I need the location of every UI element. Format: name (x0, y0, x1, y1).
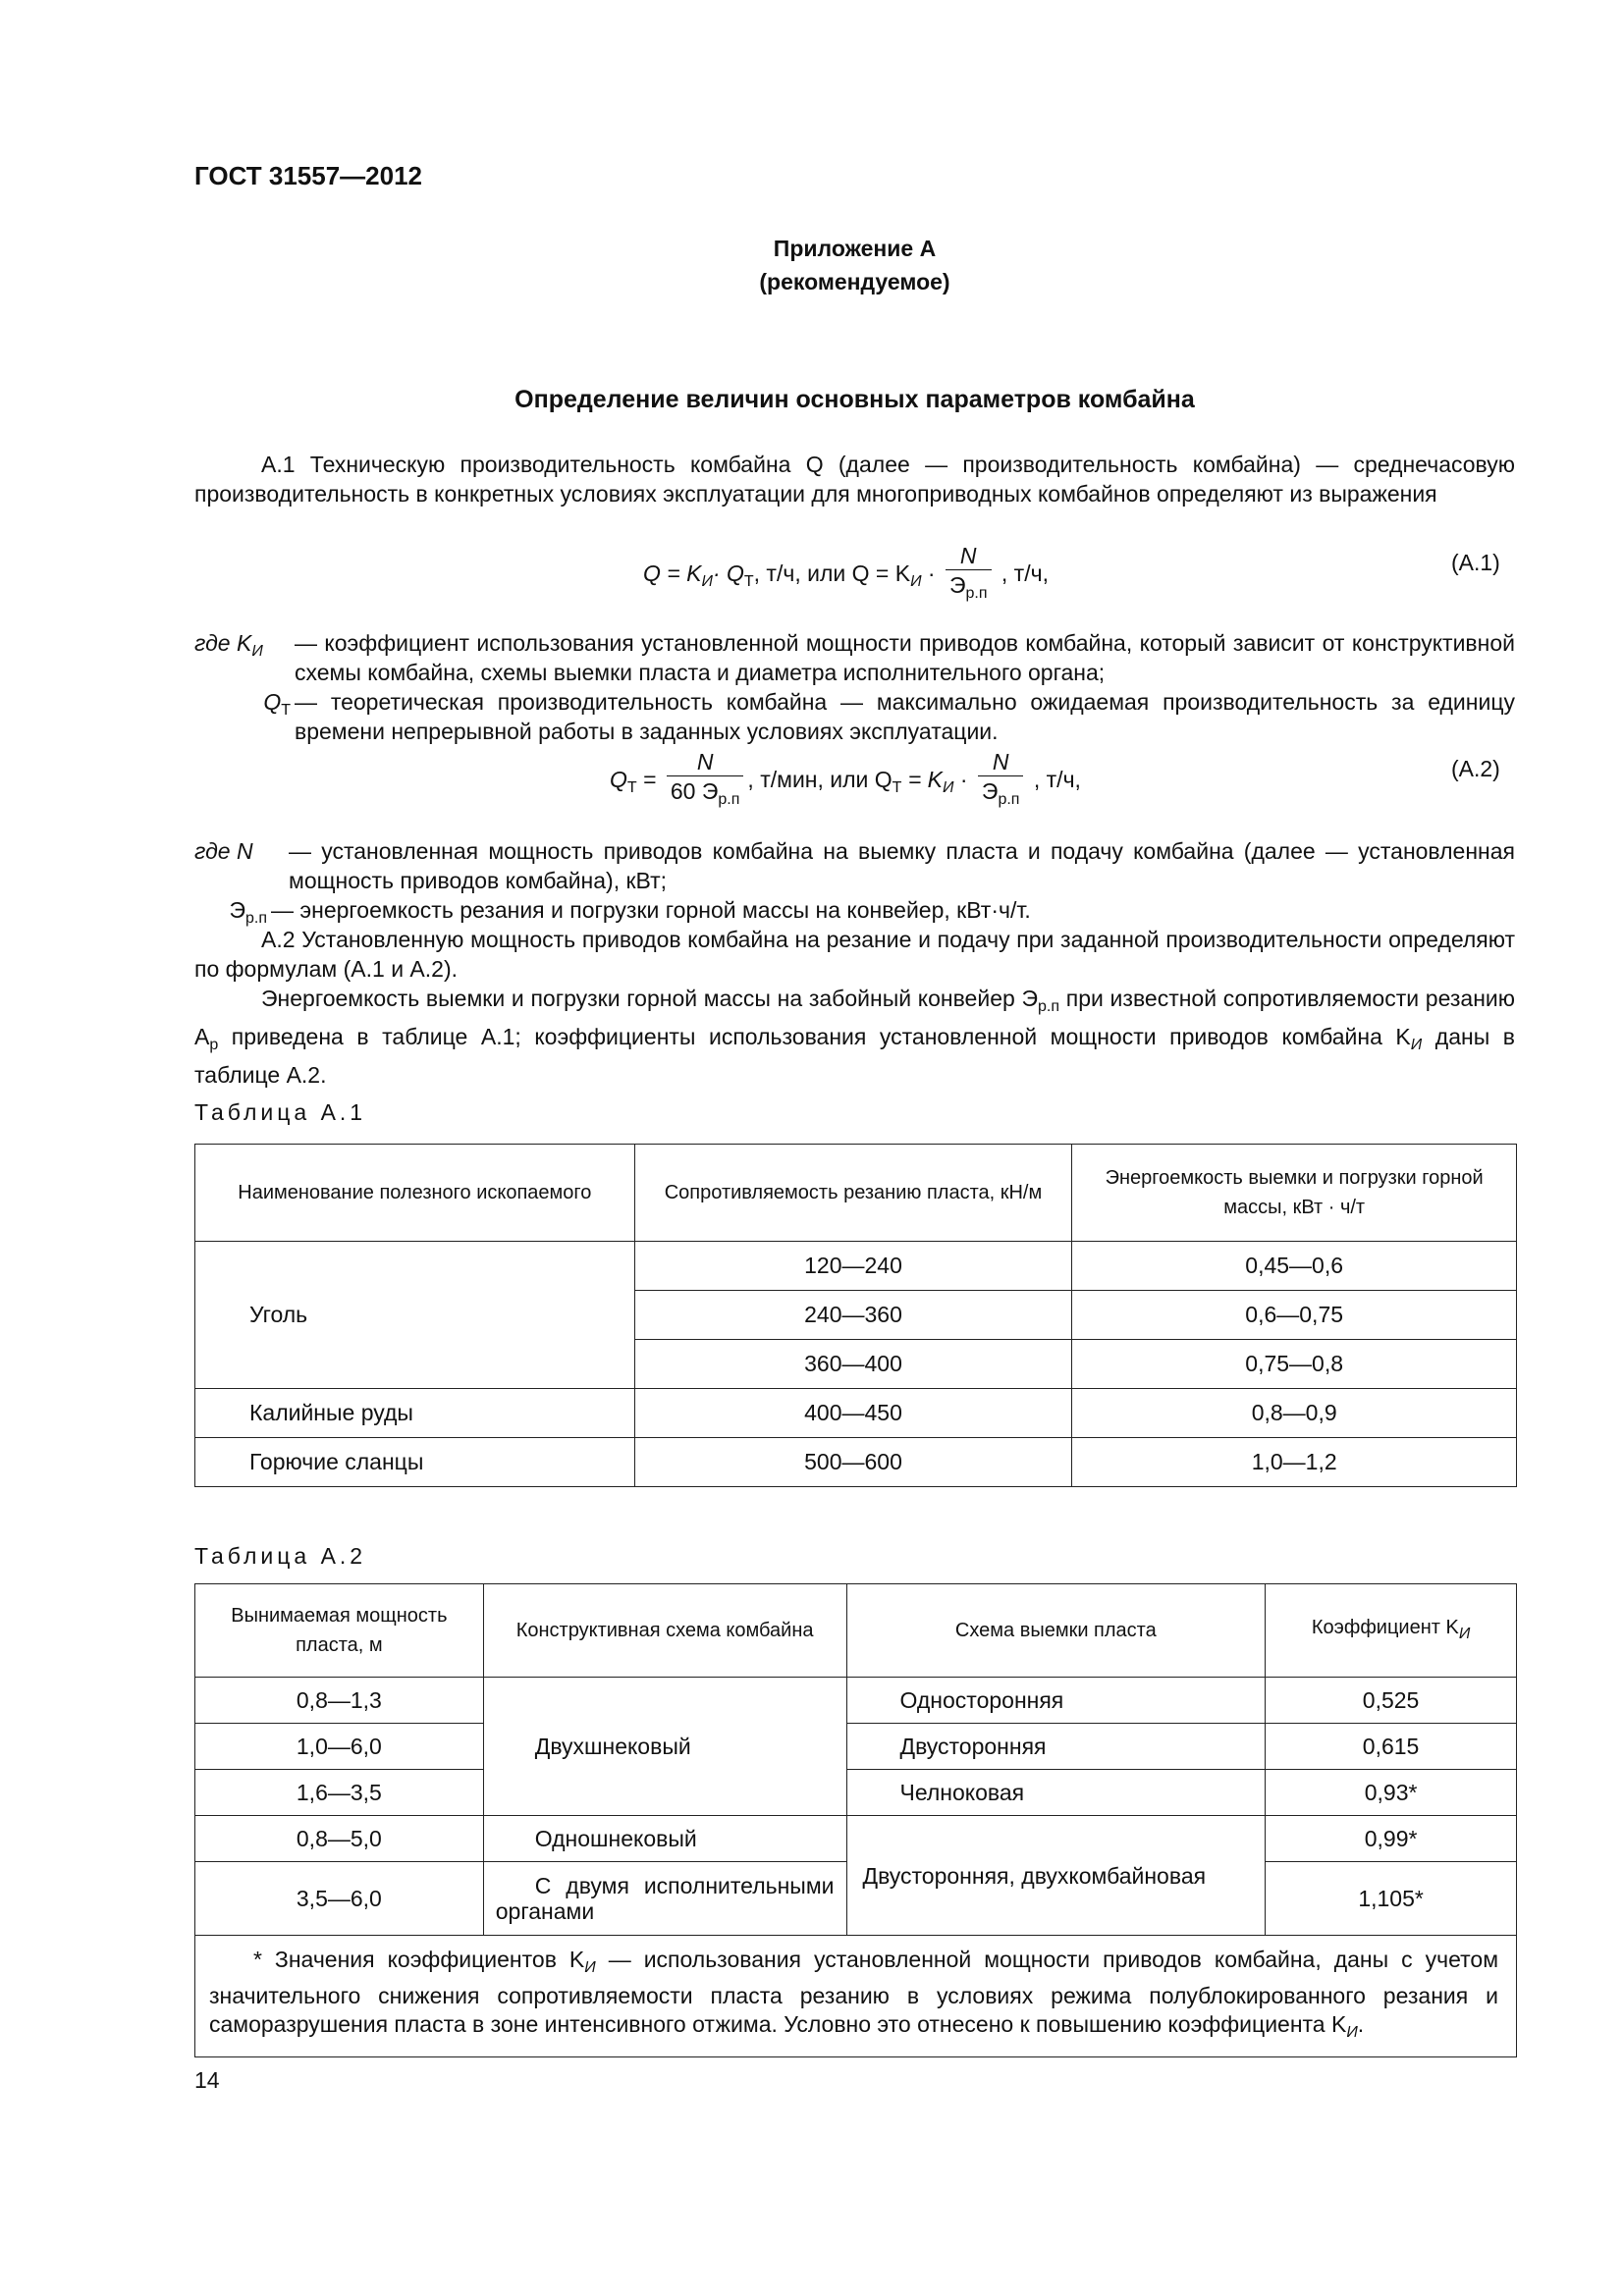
table-a2-header-scheme: Конструктивная схема комбайна (483, 1584, 846, 1678)
definition-qt-label (194, 687, 291, 746)
definition-qt-text: — теоретическая производительность комбайна — максимально ожидаемая производительность за единицу времени непрерывной работы в заданных условиях эксплуатации. (295, 689, 1515, 744)
formula-a1-ki-sub2: И (910, 573, 922, 591)
table-a2-header-k-text: Коэффициент K (1311, 1616, 1459, 1638)
table-a1-cell-resistance: 360—400 (634, 1340, 1072, 1389)
equation-number-a2: (А.2) (1451, 756, 1500, 781)
paragraph-energy-sub2: р (209, 1037, 219, 1053)
formula-a2-lhs-sub: Т (626, 779, 637, 797)
table-a1-header-energy: Энергоемкость выемки и погрузки горной массы, кВт · ч/т (1072, 1145, 1517, 1242)
definition-ki-symbol: где K (194, 630, 252, 656)
definition-qt-symbol: Q (263, 689, 282, 715)
table-a1-cell-energy: 0,75—0,8 (1072, 1340, 1517, 1389)
table-a2-cell-thickness: 3,5—6,0 (195, 1862, 484, 1936)
formula-a1 (643, 542, 1049, 609)
formula-a1-den-sub: р.п (965, 585, 988, 602)
paragraph-energy-part3: приведена в таблице А.1; коэффициенты использования установленной мощности приводов комбайна K (231, 1024, 1411, 1049)
footnote-sub2: И (1346, 2024, 1358, 2041)
formula-a1-q: · Q (712, 561, 744, 587)
definition-n-label (194, 836, 285, 895)
formula-a2-numerator-2: N (978, 748, 1024, 776)
table-a2 (194, 1583, 1517, 2057)
table-a1-cell-mineral: Калийные руды (195, 1389, 635, 1438)
table-a2-cell-mining: Двусторонняя, двухкомбайновая (846, 1816, 1266, 1936)
table-a1-caption: Таблица А.1 (194, 1099, 367, 1125)
table-a1-cell-resistance: 120—240 (634, 1242, 1072, 1291)
formula-a2-fraction-2 (978, 748, 1024, 815)
formula-a2-numerator-1: N (667, 748, 744, 776)
formula-a2-den1-sub: р.п (718, 791, 740, 808)
formula-a2-den2-sub: р.п (998, 791, 1020, 808)
definition-qt-sub: Т (281, 702, 291, 719)
paragraph-energy (194, 984, 1515, 1090)
definition-ki-label (194, 628, 291, 687)
table-a2-footnote (195, 1936, 1517, 2057)
formula-a2-den1-text: 60 Э (670, 778, 719, 804)
table-a1-cell-mineral: Уголь (195, 1242, 635, 1389)
definition-n (194, 836, 1515, 895)
table-a1-cell-resistance: 240—360 (634, 1291, 1072, 1340)
table-row (195, 1724, 1517, 1770)
footnote-part2: — использования установленной мощности приводов комбайна, даны с учетом значительного снижения сопротивляемости пласта резанию в условиях режима полублокированного резания и саморазрушения пласта в зоне интенсивного отжима. Условно это отнесено к повышению коэффициента K (209, 1947, 1499, 2037)
formula-a2-tail: , т/ч, (1033, 767, 1081, 793)
table-a1-header-name: Наименование полезного ископаемого (195, 1145, 635, 1242)
formula-a1-unit1: , т/ч, или Q = K (753, 561, 911, 587)
table-a1-header-resistance: Сопротивляемость резанию пласта, кН/м (634, 1145, 1072, 1242)
table-a2-cell-scheme: Двухшнековый (483, 1678, 846, 1816)
formula-a2-mid-sub: Т (892, 779, 902, 797)
formula-a1-ki-sub: И (701, 573, 713, 591)
definition-n-symbol: где N (194, 838, 253, 864)
formula-a2-mid: , т/мин, или Q (747, 767, 893, 793)
formula-a2-ki: = K (907, 767, 944, 793)
table-a1-cell-energy: 0,45—0,6 (1072, 1242, 1517, 1291)
table-a2-cell-thickness: 0,8—1,3 (195, 1678, 484, 1724)
table-row (195, 1770, 1517, 1816)
formula-a1-numerator: N (946, 542, 992, 570)
appendix-title: Приложение А (773, 236, 937, 261)
definition-n-text: — установленная мощность приводов комбайна на выемку пласта и подачу комбайна (далее — установленная мощность приводов комбайна), кВт; (289, 838, 1515, 893)
table-a2-cell-mining: Двусторонняя (846, 1724, 1266, 1770)
standard-number: ГОСТ 31557—2012 (194, 161, 422, 190)
table-row (195, 1242, 1517, 1291)
table-a1-header-row (195, 1145, 1517, 1242)
table-a1-cell-energy: 0,6—0,75 (1072, 1291, 1517, 1340)
formula-a1-dot: · (927, 561, 936, 587)
table-a2-cell-k: 0,615 (1266, 1724, 1517, 1770)
table-a2-cell-k: 0,99* (1266, 1816, 1517, 1862)
formula-a1-lhs: Q = K (643, 561, 702, 587)
definition-ki-text: — коэффициент использования установленной мощности приводов комбайна, который зависит от конструктивной схемы комбайна, схемы выемки пласта и диаметра исполнительного органа; (295, 630, 1515, 685)
table-a2-cell-k: 0,525 (1266, 1678, 1517, 1724)
definition-qt (194, 687, 1515, 746)
table-a1-cell-mineral: Горючие сланцы (195, 1438, 635, 1487)
footnote-part1: * Значения коэффициентов K (253, 1947, 585, 1972)
paragraph-energy-part4: даны в таблице А.2. (194, 1024, 1515, 1088)
definition-e-symbol: Э (229, 897, 245, 923)
paragraph-energy-part1: Энергоемкость выемки и погрузки горной массы на забойный конвейер Э (261, 986, 1039, 1011)
section-title: Определение величин основных параметров комбайна (514, 386, 1195, 413)
table-a1-cell-energy: 1,0—1,2 (1072, 1438, 1517, 1487)
paragraph-a2: А.2 Установленную мощность приводов комбайна на резание и подачу при заданной производительности определяют по формулам (А.1 и А.2). (194, 927, 1515, 982)
table-a1-cell-resistance: 500—600 (634, 1438, 1072, 1487)
definition-ki (194, 628, 1515, 687)
table-a1 (194, 1144, 1517, 1487)
table-a2-header-mining: Схема выемки пласта (846, 1584, 1266, 1678)
table-a2-cell-mining: Односторонняя (846, 1678, 1266, 1724)
table-a2-header-thickness: Вынимаемая мощность пласта, м (195, 1584, 484, 1678)
table-a2-cell-k: 0,93* (1266, 1770, 1517, 1816)
formula-a2-ki-sub: И (943, 779, 954, 797)
table-a2-header-row (195, 1584, 1517, 1678)
formula-a2-denominator-2 (978, 776, 1024, 815)
paragraph-energy-part2: при известной сопротивляемости резанию A (194, 986, 1516, 1049)
table-a2-cell-k: 1,105* (1266, 1862, 1517, 1936)
table-a2-cell-thickness: 0,8—5,0 (195, 1816, 484, 1862)
definition-e-sub: р.п (244, 910, 267, 927)
paragraph-energy-sub3: И (1410, 1037, 1423, 1053)
table-row (195, 1678, 1517, 1724)
table-a2-cell-mining: Челноковая (846, 1770, 1266, 1816)
paragraph-a1: А.1 Техническую производительность комбайна Q (далее — производительность комбайна) — среднечасовую производительность в конкретных условиях эксплуатации для многоприводных комбайнов определяют из выражения (194, 452, 1515, 507)
page-number: 14 (194, 2067, 220, 2093)
table-a2-caption: Таблица А.2 (194, 1543, 367, 1569)
table-a2-cell-thickness: 1,0—6,0 (195, 1724, 484, 1770)
table-a2-cell-scheme: С двумя исполнительными органами (483, 1862, 846, 1936)
footnote-part3: . (1357, 2011, 1365, 2037)
formula-a2 (610, 748, 1081, 815)
equation-number-a1: (А.1) (1451, 550, 1500, 575)
formula-a2-den2-text: Э (981, 778, 999, 804)
appendix-heading (194, 232, 1515, 298)
table-a2-cell-scheme: Одношнековый (483, 1816, 846, 1862)
formula-a2-fraction-1 (667, 748, 744, 815)
footnote-sub1: И (584, 1959, 596, 1976)
formula-a2-eq: = (643, 767, 657, 793)
formula-a2-lhs: Q (610, 767, 627, 793)
definition-ki-sub: И (251, 643, 263, 660)
table-a2-cell-thickness: 1,6—3,5 (195, 1770, 484, 1816)
appendix-status: (рекомендуемое) (759, 269, 950, 294)
table-a1-cell-resistance: 400—450 (634, 1389, 1072, 1438)
table-a2-footnote-row (195, 1936, 1517, 2057)
formula-a1-qt-sub: Т (743, 573, 754, 591)
formula-a1-den-text: Э (948, 572, 966, 598)
definition-e-text: — энергоемкость резания и погрузки горной массы на конвейер, кВт·ч/т. (271, 897, 1031, 923)
paragraph-energy-sub1: р.п (1038, 998, 1060, 1015)
formula-a1-denominator (946, 570, 992, 609)
formula-a2-denominator-1 (667, 776, 744, 815)
table-row (195, 1816, 1517, 1862)
table-row (195, 1438, 1517, 1487)
formula-a1-fraction (946, 542, 992, 609)
table-a2-header-k (1266, 1584, 1517, 1678)
table-row (195, 1389, 1517, 1438)
formula-a1-unit2: , т/ч, (1001, 561, 1049, 587)
table-a1-cell-energy: 0,8—0,9 (1072, 1389, 1517, 1438)
table-a2-header-k-sub: И (1458, 1625, 1471, 1642)
formula-a2-dot: · (959, 767, 968, 793)
